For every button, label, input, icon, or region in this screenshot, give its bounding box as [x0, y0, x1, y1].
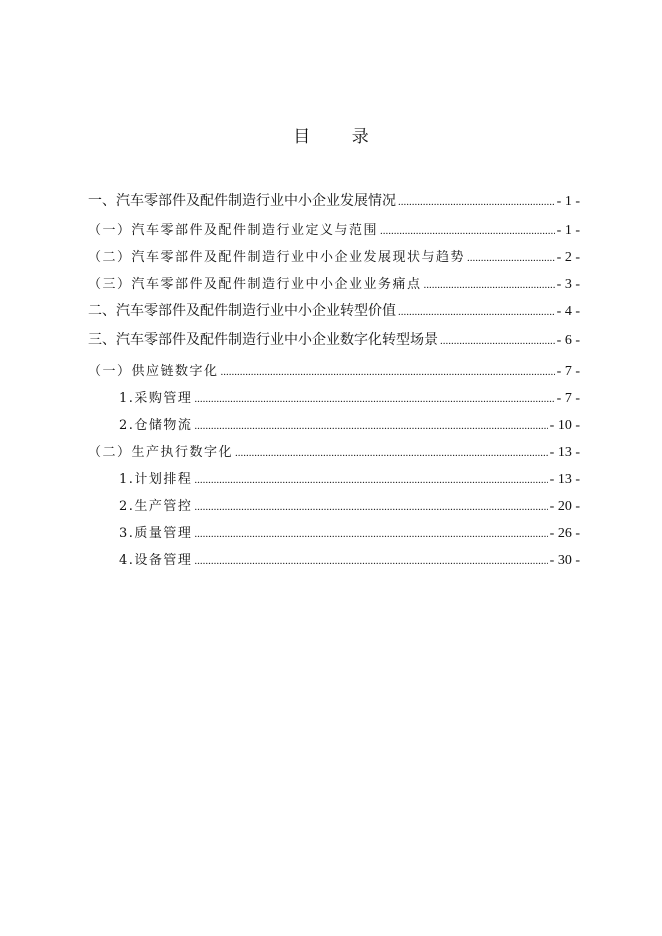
toc-entry[interactable]	[88, 190, 580, 219]
dot-leader	[194, 528, 547, 540]
dot-leader	[424, 279, 555, 291]
toc-entry-label: （一）汽车零部件及配件制造行业定义与范围	[88, 223, 379, 238]
toc-entry-label: 1.采购管理	[119, 391, 193, 406]
toc-entry-page: - 1 -	[556, 194, 580, 209]
toc-entry-page: - 20 -	[549, 499, 580, 514]
toc-entry-page: - 30 -	[549, 553, 580, 568]
toc-entry[interactable]	[88, 387, 580, 414]
toc-entry-page: - 1 -	[556, 223, 580, 238]
toc-entry-page: - 6 -	[556, 333, 580, 348]
toc-entry-label: （二）汽车零部件及配件制造行业中小企业发展现状与趋势	[88, 250, 466, 265]
toc-entry[interactable]	[88, 468, 580, 495]
toc-entry[interactable]	[88, 441, 580, 468]
toc-entry-page: - 2 -	[556, 250, 580, 265]
toc-entry-page: - 7 -	[556, 391, 580, 406]
toc-entry[interactable]	[88, 300, 580, 329]
toc-entry-page: - 7 -	[556, 364, 580, 379]
toc-entry-label: 1.计划排程	[119, 472, 193, 487]
toc-entry-label: （二）生产执行数字化	[88, 445, 234, 460]
toc-entry-page: - 13 -	[549, 472, 580, 487]
dot-leader	[194, 393, 554, 405]
toc-entry[interactable]	[88, 219, 580, 246]
toc-entry[interactable]	[88, 360, 580, 387]
toc-entry-label: （三）汽车零部件及配件制造行业中小企业业务痛点	[88, 277, 422, 292]
toc-entry[interactable]	[88, 246, 580, 273]
dot-leader	[440, 335, 555, 347]
dot-leader	[398, 196, 555, 208]
toc-entry[interactable]	[88, 522, 580, 549]
toc-entry-label: 一、汽车零部件及配件制造行业中小企业发展情况	[88, 193, 396, 209]
dot-leader	[467, 252, 555, 264]
toc-title: 目 录	[293, 127, 387, 147]
toc-entry-label: （一）供应链数字化	[88, 364, 219, 379]
dot-leader	[398, 306, 555, 318]
toc-entry-page: - 3 -	[556, 277, 580, 292]
dot-leader	[194, 420, 547, 432]
dot-leader	[380, 225, 555, 237]
toc-entry-page: - 26 -	[549, 526, 580, 541]
dot-leader	[235, 447, 548, 459]
dot-leader	[221, 366, 555, 378]
toc-entry-label: 4.设备管理	[119, 553, 193, 568]
toc-entry-page: - 4 -	[556, 304, 580, 319]
dot-leader	[194, 474, 547, 486]
table-of-contents	[88, 190, 580, 576]
toc-entry[interactable]	[88, 329, 580, 360]
toc-entry-page: - 13 -	[549, 445, 580, 460]
toc-entry-label: 二、汽车零部件及配件制造行业中小企业转型价值	[88, 303, 396, 319]
toc-entry-label: 3.质量管理	[119, 526, 193, 541]
toc-entry-page: - 10 -	[549, 418, 580, 433]
toc-entry[interactable]	[88, 273, 580, 300]
toc-entry[interactable]	[88, 495, 580, 522]
toc-entry[interactable]	[88, 414, 580, 441]
toc-entry-label: 2.生产管控	[119, 499, 193, 514]
dot-leader	[194, 501, 547, 513]
toc-entry[interactable]	[88, 549, 580, 576]
toc-entry-label: 三、汽车零部件及配件制造行业中小企业数字化转型场景	[88, 332, 438, 348]
toc-entry-label: 2.仓储物流	[119, 418, 193, 433]
dot-leader	[194, 555, 547, 567]
